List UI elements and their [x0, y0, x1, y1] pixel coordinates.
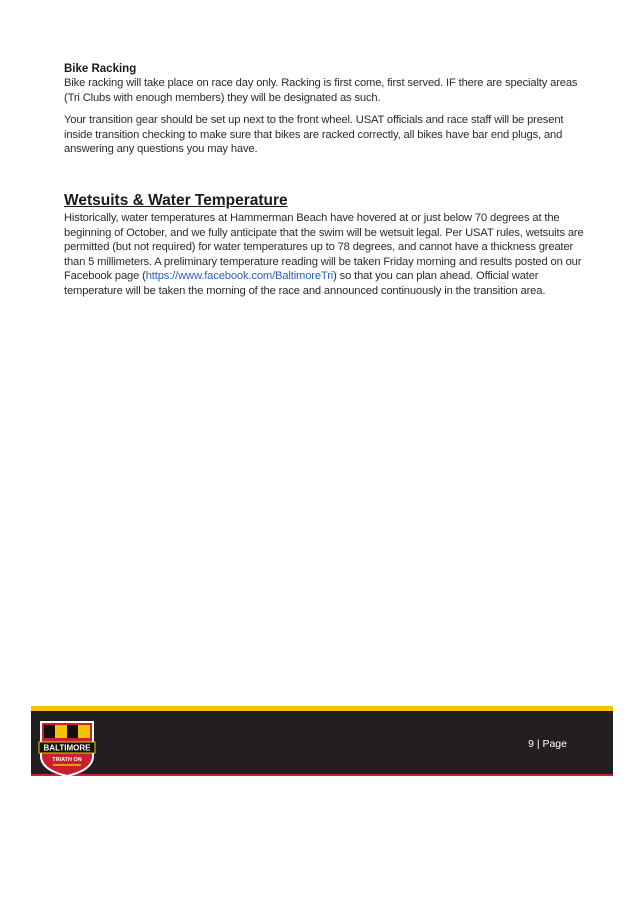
wetsuits-text-after-link: ) so that you can plan ahead. Official water temperature will be taken the morning of the race and announced continuously in the transition area.: [64, 270, 546, 297]
footer-red-stripe: [31, 774, 613, 776]
footer-yellow-stripe: [31, 706, 613, 711]
logo-text-bottom: TRIATH ON: [52, 757, 82, 763]
bike-racking-paragraph-1: Bike racking will take place on race day only. Racking is first come, first served. IF there are specialty areas (Tri Clubs with enough members) they will be designated as such.: [64, 77, 578, 104]
facebook-link[interactable]: https://www.facebook.com/BaltimoreTri: [145, 270, 334, 283]
page-content: [64, 62, 584, 307]
logo-text-top: BALTIMORE: [43, 743, 91, 753]
wetsuits-heading: Wetsuits & Water Temperature: [64, 191, 288, 209]
wetsuits-text-before-link: Historically, water temperatures at Hammerman Beach have hovered at or just below 70 degrees at the beginning of October, and we fully anticipate that the swim will be wetsuit legal. Per USAT rules, wetsuits are permitted (but not required) for water temperatures up to 78 degrees, and cannot have a thickness greater than 5 millimeters. A preliminary temperature reading will be taken Friday morning and results posted on our Facebook page (: [64, 211, 584, 283]
baltimore-triathlon-logo: [35, 716, 99, 778]
page-footer: [31, 706, 613, 776]
bike-racking-paragraph-2: Your transition gear should be set up next to the front wheel. USAT officials and race staff will be present inside transition checking to make sure that bikes are racked correctly, all bikes have bar end plugs, and answering any questions you may have.: [64, 114, 564, 156]
bike-racking-heading: Bike Racking: [64, 63, 137, 75]
page-number: 9 | Page: [528, 738, 567, 750]
wetsuits-paragraph: [64, 211, 584, 299]
